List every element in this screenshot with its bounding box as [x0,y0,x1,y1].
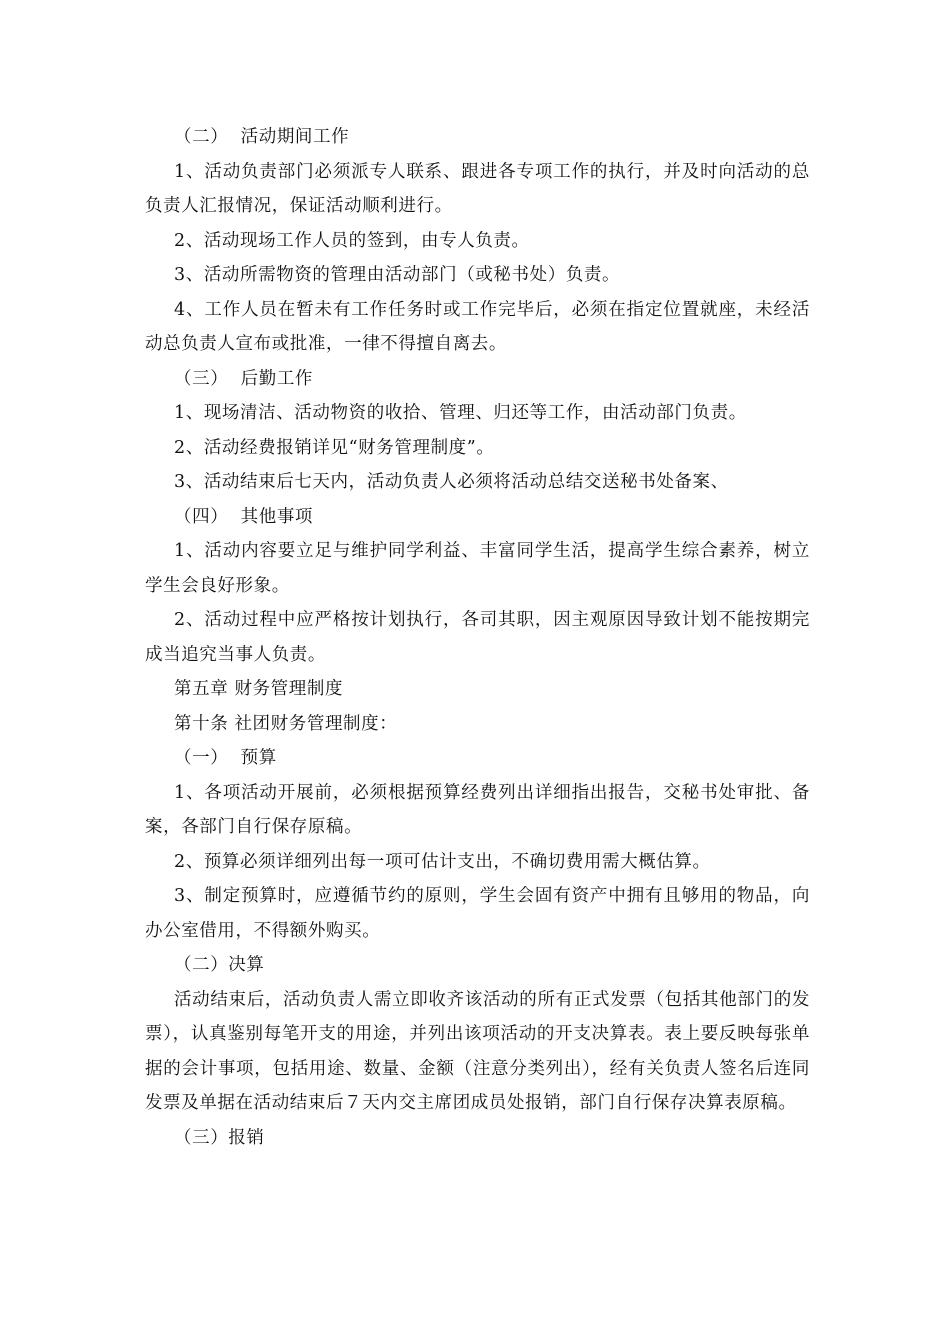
article-heading: 第十条 社团财务管理制度： [174,713,398,734]
paragraph: 3、活动所需物资的管理由活动部门（或秘书处）负责。 [174,265,621,285]
section-heading-logistics: （三） 后勤工作 [174,368,314,389]
paragraph: 4、工作人员在暂未有工作任务时或工作完毕后，必须在指定位置就座，未经活动总负责人宣布或批准，一律不得擅自离去。 [145,299,810,354]
section-heading-budget: （一） 预算 [174,748,277,768]
paragraph: 2、活动经费报销详见“财务管理制度”。 [174,437,495,458]
section-heading-other-matters: （四） 其他事项 [174,506,314,527]
paragraph: 2、预算必须详细列出每一项可估计支出，不确切费用需大概估算。 [174,851,711,872]
paragraph: 2、活动过程中应严格按计划执行，各司其职，因主观原因导致计划不能按期完成当追究当事人负责。 [145,610,810,665]
paragraph: 1、各项活动开展前，必须根据预算经费列出详细指出报告，交秘书处审批、备案，各部门自行保存原稿。 [145,782,810,837]
paragraph: 1、现场清洁、活动物资的收拾、管理、归还等工作，由活动部门负责。 [174,403,747,423]
paragraph: 1、活动内容要立足与维护同学利益、丰富同学生活，提高学生综合素养，树立学生会良好形象。 [145,541,810,596]
paragraph: 活动结束后，活动负责人需立即收齐该活动的所有正式发票（包括其他部门的发票），认真鉴别每笔开支的用途，并列出该项活动的开支决算表。表上要反映每张单据的会计事项，包括用途、数量、金额（注意分类列出），经有关负责人签名后连同发票及单据在活动结束后７天内交主席团成员处报销，部门自行保存决算表原稿。 [145,989,810,1113]
paragraph: 1、活动负责部门必须派专人联系、跟进各专项工作的执行，并及时向活动的总负责人汇报情况，保证活动顺利进行。 [145,161,810,216]
document-body [145,120,810,1155]
paragraph: 3、活动结束后七天内，活动负责人必须将活动总结交送秘书处备案、 [174,472,729,492]
chapter-heading: 第五章 财务管理制度 [174,679,344,699]
section-heading-reimbursement: （三）报销 [174,1127,265,1148]
paragraph: 2、活动现场工作人员的签到，由专人负责。 [174,230,530,251]
section-heading-activity-period: （二） 活动期间工作 [174,127,350,147]
section-heading-final-accounts: （二）决算 [174,955,265,975]
paragraph: 3、制定预算时，应遵循节约的原则，学生会固有资产中拥有且够用的物品，向办公室借用，不得额外购买。 [145,886,810,941]
